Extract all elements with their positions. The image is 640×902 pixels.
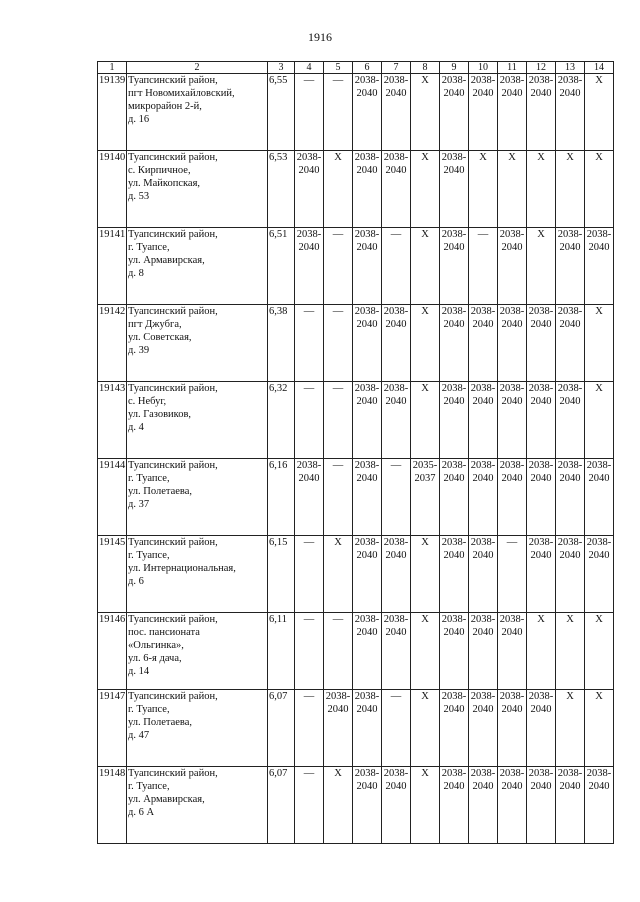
period-cell: —	[324, 459, 353, 536]
period-cell: —	[382, 459, 411, 536]
period-cell: 2038-2040	[353, 151, 382, 228]
period-cell: Х	[411, 613, 440, 690]
address-line: д. 53	[128, 191, 150, 202]
address-line: Туапсинский район,	[128, 691, 218, 702]
period-cell: 2038-2040	[353, 613, 382, 690]
address-line: ул. Полетаева,	[128, 486, 193, 497]
column-header: 2	[127, 62, 268, 74]
period-cell: 2038-2040	[585, 536, 614, 613]
address-line: д. 47	[128, 730, 150, 741]
period-cell: Х	[411, 536, 440, 613]
period-cell: 2038-2040	[498, 767, 527, 844]
period-cell: —	[295, 613, 324, 690]
period-cell: —	[469, 228, 498, 305]
address-line: д. 8	[128, 268, 144, 279]
address-cell	[127, 459, 268, 536]
period-cell: 2038-2040	[469, 459, 498, 536]
period-cell: 2038-2040	[498, 305, 527, 382]
period-cell: 2038-2040	[498, 690, 527, 767]
period-cell: 2038-2040	[498, 613, 527, 690]
value-cell: 6,55	[268, 74, 295, 151]
period-cell: 2038-2040	[469, 382, 498, 459]
address-line: д. 6	[128, 576, 144, 587]
period-cell: Х	[411, 767, 440, 844]
address-line: «Ольгинка»,	[128, 640, 184, 651]
period-cell: Х	[556, 690, 585, 767]
address-line: д. 6 А	[128, 807, 155, 818]
address-line: Туапсинский район,	[128, 229, 218, 240]
record-id: 19148	[98, 767, 127, 844]
address-line: пгт Джубга,	[128, 319, 182, 330]
column-header: 11	[498, 62, 527, 74]
period-cell: 2038-2040	[440, 767, 469, 844]
table-row	[98, 459, 614, 536]
address-line: д. 16	[128, 114, 150, 125]
period-cell: 2038-2040	[440, 536, 469, 613]
period-cell: Х	[556, 613, 585, 690]
address-line: ул. Газовиков,	[128, 409, 192, 420]
period-cell: 2038-2040	[469, 74, 498, 151]
period-cell: Х	[585, 382, 614, 459]
record-id: 19141	[98, 228, 127, 305]
column-header: 8	[411, 62, 440, 74]
period-cell: 2038-2040	[440, 151, 469, 228]
table-row	[98, 690, 614, 767]
table-row	[98, 305, 614, 382]
column-header: 4	[295, 62, 324, 74]
address-line: Туапсинский район,	[128, 152, 218, 163]
period-cell: Х	[324, 767, 353, 844]
period-cell: 2038-2040	[440, 228, 469, 305]
period-cell: 2038-2040	[585, 459, 614, 536]
address-line: Туапсинский район,	[128, 768, 218, 779]
period-cell: Х	[498, 151, 527, 228]
address-line: ул. Армавирская,	[128, 794, 205, 805]
period-cell: 2038-2040	[382, 613, 411, 690]
period-cell: 2035-2037	[411, 459, 440, 536]
address-line: г. Туапсе,	[128, 550, 170, 561]
period-cell: 2038-2040	[382, 74, 411, 151]
period-cell: 2038-2040	[498, 228, 527, 305]
period-cell: 2038-2040	[440, 74, 469, 151]
period-cell: 2038-2040	[527, 767, 556, 844]
period-cell: 2038-2040	[469, 613, 498, 690]
address-line: ул. Интернациональная,	[128, 563, 236, 574]
column-header: 7	[382, 62, 411, 74]
table-row	[98, 151, 614, 228]
address-cell	[127, 767, 268, 844]
address-line: д. 14	[128, 666, 150, 677]
period-cell: —	[295, 382, 324, 459]
value-cell: 6,32	[268, 382, 295, 459]
period-cell: 2038-2040	[527, 74, 556, 151]
period-cell: 2038-2040	[556, 305, 585, 382]
period-cell: Х	[469, 151, 498, 228]
address-line: Туапсинский район,	[128, 537, 218, 548]
period-cell: Х	[527, 228, 556, 305]
table-row	[98, 228, 614, 305]
record-id: 19146	[98, 613, 127, 690]
period-cell: 2038-2040	[382, 536, 411, 613]
period-cell: 2038-2040	[556, 767, 585, 844]
period-cell: 2038-2040	[527, 690, 556, 767]
value-cell: 6,15	[268, 536, 295, 613]
address-line: д. 4	[128, 422, 144, 433]
value-cell: 6,11	[268, 613, 295, 690]
period-cell: Х	[556, 151, 585, 228]
period-cell: 2038-2040	[295, 151, 324, 228]
period-cell: Х	[411, 382, 440, 459]
address-line: с. Небуг,	[128, 396, 167, 407]
column-header: 5	[324, 62, 353, 74]
period-cell: Х	[585, 690, 614, 767]
address-cell	[127, 382, 268, 459]
record-id: 19140	[98, 151, 127, 228]
period-cell: 2038-2040	[556, 74, 585, 151]
value-cell: 6,07	[268, 767, 295, 844]
period-cell: 2038-2040	[556, 459, 585, 536]
period-cell: 2038-2040	[556, 228, 585, 305]
period-cell: 2038-2040	[353, 690, 382, 767]
period-cell: 2038-2040	[440, 459, 469, 536]
table-row	[98, 382, 614, 459]
table-body	[98, 62, 614, 844]
period-cell: —	[324, 228, 353, 305]
period-cell: —	[295, 305, 324, 382]
period-cell: 2038-2040	[498, 459, 527, 536]
value-cell: 6,38	[268, 305, 295, 382]
value-cell: 6,53	[268, 151, 295, 228]
period-cell: 2038-2040	[527, 459, 556, 536]
period-cell: Х	[324, 151, 353, 228]
address-line: Туапсинский район,	[128, 75, 218, 86]
record-id: 19139	[98, 74, 127, 151]
period-cell: 2038-2040	[440, 613, 469, 690]
period-cell: Х	[585, 305, 614, 382]
period-cell: —	[382, 690, 411, 767]
period-cell: Х	[527, 613, 556, 690]
record-id: 19145	[98, 536, 127, 613]
column-header: 13	[556, 62, 585, 74]
address-line: Туапсинский район,	[128, 460, 218, 471]
period-cell: 2038-2040	[440, 305, 469, 382]
period-cell: Х	[527, 151, 556, 228]
table-row	[98, 74, 614, 151]
address-line: микрорайон 2-й,	[128, 101, 202, 112]
address-line: пос. пансионата	[128, 627, 200, 638]
period-cell: —	[324, 305, 353, 382]
period-cell: 2038-2040	[353, 536, 382, 613]
period-cell: 2038-2040	[469, 690, 498, 767]
address-line: г. Туапсе,	[128, 473, 170, 484]
address-cell	[127, 228, 268, 305]
period-cell: 2038-2040	[527, 536, 556, 613]
period-cell: 2038-2040	[440, 690, 469, 767]
period-cell: Х	[411, 228, 440, 305]
period-cell: Х	[411, 305, 440, 382]
period-cell: 2038-2040	[295, 459, 324, 536]
period-cell: Х	[324, 536, 353, 613]
value-cell: 6,51	[268, 228, 295, 305]
address-cell	[127, 613, 268, 690]
address-line: Туапсинский район,	[128, 306, 218, 317]
record-id: 19147	[98, 690, 127, 767]
column-header: 10	[469, 62, 498, 74]
period-cell: 2038-2040	[353, 228, 382, 305]
address-line: д. 39	[128, 345, 150, 356]
column-header: 14	[585, 62, 614, 74]
address-line: пгт Новомихайловский,	[128, 88, 235, 99]
period-cell: 2038-2040	[469, 767, 498, 844]
column-header: 1	[98, 62, 127, 74]
address-line: Туапсинский район,	[128, 383, 218, 394]
header-row	[98, 62, 614, 74]
table-row	[98, 767, 614, 844]
address-line: Туапсинский район,	[128, 614, 218, 625]
period-cell: —	[295, 767, 324, 844]
period-cell: Х	[585, 613, 614, 690]
column-header: 3	[268, 62, 295, 74]
address-line: с. Кирпичное,	[128, 165, 191, 176]
period-cell: 2038-2040	[585, 228, 614, 305]
address-line: ул. Майкопская,	[128, 178, 201, 189]
period-cell: 2038-2040	[469, 536, 498, 613]
address-line: д. 37	[128, 499, 150, 510]
address-cell	[127, 690, 268, 767]
address-line: ул. Советская,	[128, 332, 192, 343]
period-cell: 2038-2040	[382, 767, 411, 844]
address-cell	[127, 74, 268, 151]
period-cell: 2038-2040	[469, 305, 498, 382]
period-cell: 2038-2040	[556, 382, 585, 459]
period-cell: 2038-2040	[556, 536, 585, 613]
period-cell: 2038-2040	[382, 382, 411, 459]
period-cell: —	[382, 228, 411, 305]
period-cell: 2038-2040	[382, 305, 411, 382]
period-cell: Х	[411, 690, 440, 767]
period-cell: 2038-2040	[353, 305, 382, 382]
address-line: г. Туапсе,	[128, 704, 170, 715]
period-cell: 2038-2040	[527, 305, 556, 382]
period-cell: Х	[585, 74, 614, 151]
period-cell: —	[295, 536, 324, 613]
period-cell: 2038-2040	[527, 382, 556, 459]
period-cell: Х	[585, 151, 614, 228]
period-cell: —	[295, 690, 324, 767]
period-cell: —	[295, 74, 324, 151]
page-number: 1916	[308, 30, 332, 44]
record-id: 19142	[98, 305, 127, 382]
column-header: 6	[353, 62, 382, 74]
period-cell: 2038-2040	[382, 151, 411, 228]
period-cell: 2038-2040	[498, 74, 527, 151]
period-cell: 2038-2040	[324, 690, 353, 767]
value-cell: 6,07	[268, 690, 295, 767]
record-id: 19143	[98, 382, 127, 459]
address-line: ул. Армавирская,	[128, 255, 205, 266]
record-id: 19144	[98, 459, 127, 536]
address-cell	[127, 151, 268, 228]
period-cell: 2038-2040	[353, 74, 382, 151]
period-cell: 2038-2040	[585, 767, 614, 844]
address-line: г. Туапсе,	[128, 242, 170, 253]
period-cell: 2038-2040	[353, 459, 382, 536]
period-cell: 2038-2040	[440, 382, 469, 459]
period-cell: 2038-2040	[353, 767, 382, 844]
period-cell: 2038-2040	[295, 228, 324, 305]
period-cell: —	[324, 74, 353, 151]
table-row	[98, 613, 614, 690]
address-line: г. Туапсе,	[128, 781, 170, 792]
period-cell: —	[324, 613, 353, 690]
period-cell: 2038-2040	[498, 382, 527, 459]
address-line: ул. Полетаева,	[128, 717, 193, 728]
period-cell: Х	[411, 151, 440, 228]
value-cell: 6,16	[268, 459, 295, 536]
period-cell: —	[498, 536, 527, 613]
period-cell: 2038-2040	[353, 382, 382, 459]
registry-table	[97, 61, 614, 844]
address-cell	[127, 305, 268, 382]
address-cell	[127, 536, 268, 613]
period-cell: —	[324, 382, 353, 459]
column-header: 9	[440, 62, 469, 74]
column-header: 12	[527, 62, 556, 74]
address-line: ул. 6-я дача,	[128, 653, 182, 664]
table-row	[98, 536, 614, 613]
period-cell: Х	[411, 74, 440, 151]
